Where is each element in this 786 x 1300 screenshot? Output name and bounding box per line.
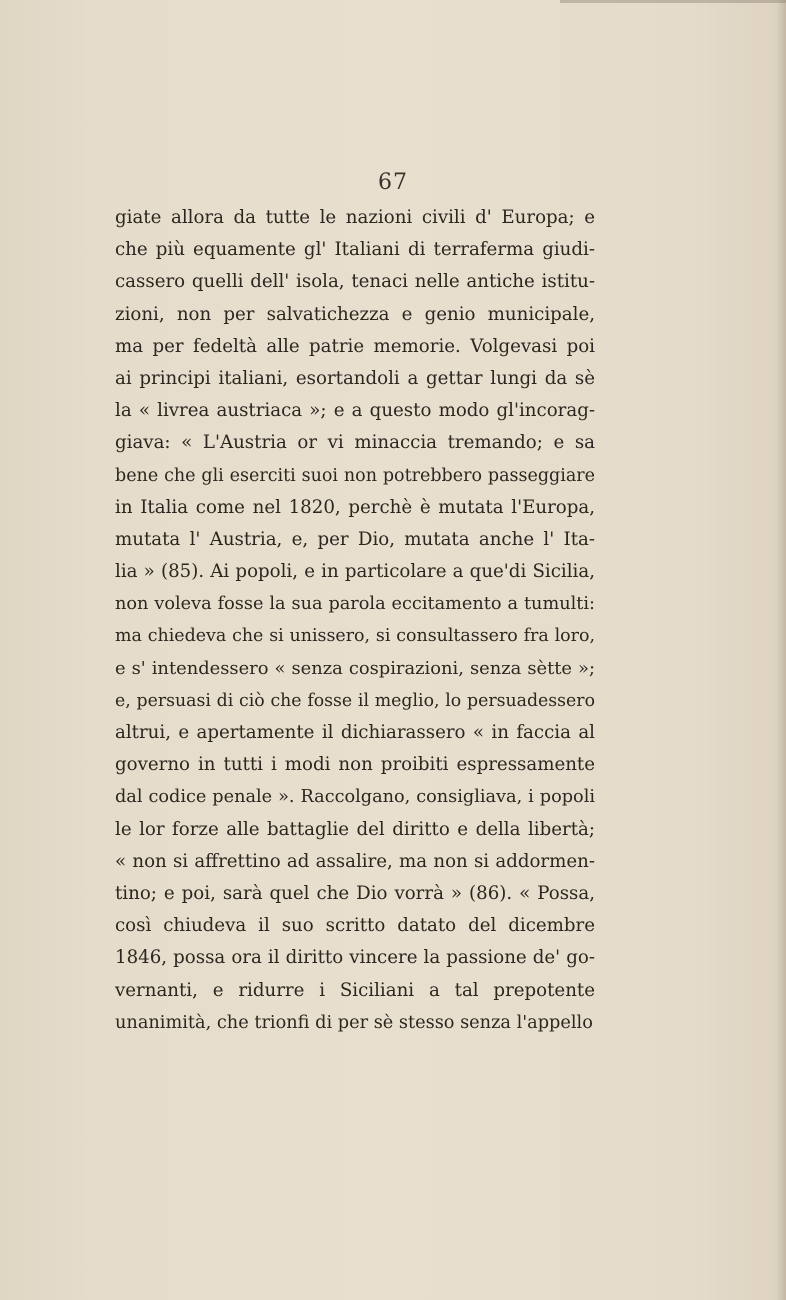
text-line: unanimità, che trionfi di per sè stesso senza l'appello bbox=[115, 1012, 593, 1033]
text-line: tino; e poi, sarà quel che Dio vorrà » (86). « Possa, bbox=[115, 882, 595, 904]
text-line: « non si affrettino ad assalire, ma non si addormen- bbox=[115, 850, 595, 872]
page-number: 67 bbox=[378, 170, 408, 195]
text-line: zioni, non per salvatichezza e genio municipale, bbox=[115, 303, 595, 325]
text-line: così chiudeva il suo scritto datato del dicembre bbox=[115, 915, 595, 937]
text-line: le lor forze alle battaglie del diritto e della libertà; bbox=[115, 818, 595, 840]
text-line: la « livrea austriaca »; e a questo modo gl'incorag- bbox=[115, 400, 595, 422]
text-line: ai principi italiani, esortandoli a gettar lungi da sè bbox=[115, 367, 595, 389]
text-line: vernanti, e ridurre i Siciliani a tal prepotente bbox=[115, 979, 595, 1001]
text-line: non voleva fosse la sua parola eccitamento a tumulti: bbox=[115, 594, 595, 615]
text-line: 1846, possa ora il diritto vincere la passione de' go- bbox=[115, 947, 595, 969]
body-text bbox=[115, 202, 595, 1039]
text-line: ma per fedeltà alle patrie memorie. Volgevasi poi bbox=[115, 335, 595, 357]
text-line: e s' intendessero « senza cospirazioni, senza sètte »; bbox=[115, 657, 595, 679]
text-line: e, persuasi di ciò che fosse il meglio, lo persuadessero bbox=[115, 690, 595, 711]
text-line: giava: « L'Austria or vi minaccia tremando; e sa bbox=[115, 432, 595, 454]
page-top-edge bbox=[560, 0, 786, 3]
text-line: mutata l' Austria, e, per Dio, mutata anche l' Ita- bbox=[115, 528, 595, 550]
page-right-edge bbox=[776, 0, 786, 1300]
text-line: che più equamente gl' Italiani di terraferma giudi- bbox=[115, 239, 595, 261]
text-line: dal codice penale ». Raccolgano, consigliava, i popoli bbox=[115, 787, 595, 808]
text-line: in Italia come nel 1820, perchè è mutata l'Europa, bbox=[115, 496, 595, 518]
text-line: cassero quelli dell' isola, tenaci nelle antiche istitu- bbox=[115, 271, 595, 293]
text-line: lia » (85). Ai popoli, e in particolare a que'di Sicilia, bbox=[115, 561, 595, 583]
text-line: ma chiedeva che si unissero, si consultassero fra loro, bbox=[115, 626, 595, 647]
text-line: bene che gli eserciti suoi non potrebbero passeggiare bbox=[115, 465, 595, 486]
text-line: giate allora da tutte le nazioni civili d' Europa; e bbox=[115, 207, 595, 228]
text-line: altrui, e apertamente il dichiarassero « in faccia al bbox=[115, 722, 595, 743]
text-line: governo in tutti i modi non proibiti espressamente bbox=[115, 754, 595, 776]
